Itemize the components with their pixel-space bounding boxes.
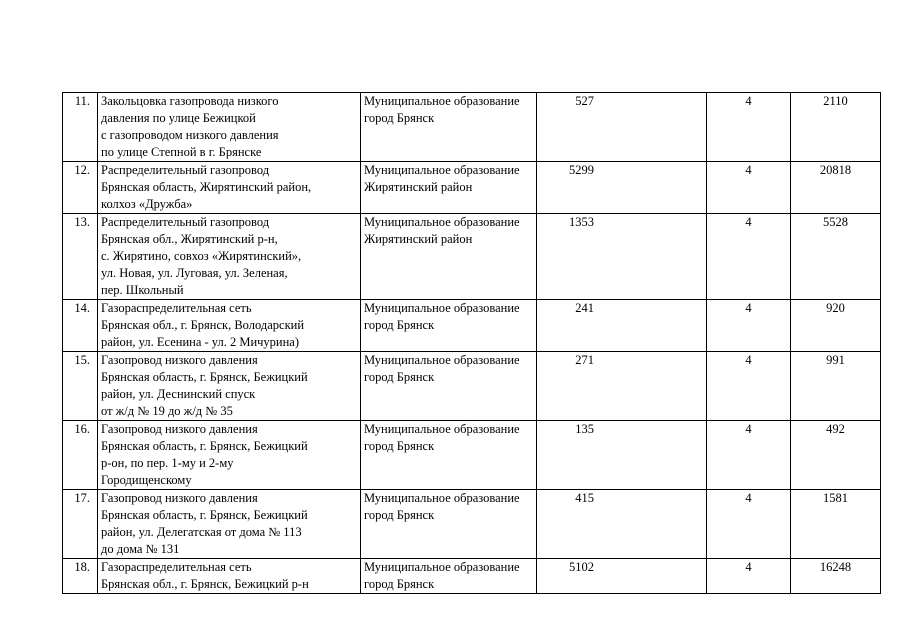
object-description-cell (98, 559, 361, 594)
table-row (63, 93, 881, 162)
description-line: Газопровод низкого давления (101, 491, 258, 505)
owner-cell (361, 300, 537, 352)
owner-cell (361, 352, 537, 421)
table-row (63, 162, 881, 214)
owner-line: Муниципальное образование (364, 491, 520, 505)
owner-line: Жирятинский район (364, 180, 473, 194)
owner-line: город Брянск (364, 577, 435, 591)
description-line: Газопровод низкого давления (101, 353, 258, 367)
owner-line: Муниципальное образование (364, 353, 520, 367)
category-cell: 4 (707, 162, 791, 214)
row-number-cell: 12. (63, 162, 98, 214)
length-cell: 271 (537, 352, 707, 421)
description-line: с. Жирятино, совхоз «Жирятинский», (101, 249, 302, 263)
length-cell: 1353 (537, 214, 707, 300)
owner-line: Жирятинский район (364, 232, 473, 246)
category-cell: 4 (707, 352, 791, 421)
owner-cell (361, 162, 537, 214)
object-description-cell (98, 352, 361, 421)
row-number-cell: 13. (63, 214, 98, 300)
category-cell: 4 (707, 93, 791, 162)
description-line: Городищенскому (101, 473, 192, 487)
table-row (63, 421, 881, 490)
object-description-cell (98, 300, 361, 352)
owner-line: Муниципальное образование (364, 163, 520, 177)
description-line: Распределительный газопровод (101, 215, 270, 229)
category-cell: 4 (707, 300, 791, 352)
amount-cell: 20818 (791, 162, 881, 214)
category-cell: 4 (707, 490, 791, 559)
owner-line: Муниципальное образование (364, 94, 520, 108)
description-line: район, ул. Деснинский спуск (101, 387, 256, 401)
amount-cell: 1581 (791, 490, 881, 559)
category-cell: 4 (707, 559, 791, 594)
row-number-cell: 18. (63, 559, 98, 594)
object-description-cell (98, 490, 361, 559)
object-description-cell (98, 214, 361, 300)
description-line: Газораспределительная сеть (101, 301, 252, 315)
table-row (63, 352, 881, 421)
row-number-cell: 16. (63, 421, 98, 490)
object-description-cell (98, 93, 361, 162)
owner-line: Муниципальное образование (364, 215, 520, 229)
owner-line: город Брянск (364, 508, 435, 522)
amount-cell: 492 (791, 421, 881, 490)
owner-cell (361, 490, 537, 559)
row-number-cell: 11. (63, 93, 98, 162)
object-description-cell (98, 162, 361, 214)
owner-line: Муниципальное образование (364, 422, 520, 436)
description-line: Брянская обл., г. Брянск, Бежицкий р-н (101, 577, 309, 591)
owner-cell (361, 421, 537, 490)
description-line: с газопроводом низкого давления (101, 128, 279, 142)
description-line: р-он, по пер. 1-му и 2-му (101, 456, 234, 470)
table-row (63, 490, 881, 559)
description-line: давления по улице Бежицкой (101, 111, 256, 125)
row-number-cell: 15. (63, 352, 98, 421)
description-line: Брянская область, Жирятинский район, (101, 180, 312, 194)
description-line: район, ул. Делегатская от дома № 113 (101, 525, 302, 539)
owner-line: город Брянск (364, 318, 435, 332)
description-line: Брянская область, г. Брянск, Бежицкий (101, 508, 308, 522)
length-cell: 135 (537, 421, 707, 490)
amount-cell: 920 (791, 300, 881, 352)
row-number-cell: 14. (63, 300, 98, 352)
description-line: колхоз «Дружба» (101, 197, 193, 211)
amount-cell: 2110 (791, 93, 881, 162)
description-line: Брянская обл., г. Брянск, Володарский (101, 318, 305, 332)
owner-line: город Брянск (364, 111, 435, 125)
description-line: Газопровод низкого давления (101, 422, 258, 436)
category-cell: 4 (707, 421, 791, 490)
description-line: Брянская область, г. Брянск, Бежицкий (101, 370, 308, 384)
owner-line: Муниципальное образование (364, 301, 520, 315)
table-body (63, 93, 881, 594)
description-line: Брянская область, г. Брянск, Бежицкий (101, 439, 308, 453)
category-cell: 4 (707, 214, 791, 300)
description-line: ул. Новая, ул. Луговая, ул. Зеленая, (101, 266, 288, 280)
owner-line: город Брянск (364, 439, 435, 453)
length-cell: 241 (537, 300, 707, 352)
description-line: район, ул. Есенина - ул. 2 Мичурина) (101, 335, 300, 349)
amount-cell: 991 (791, 352, 881, 421)
description-line: Закольцовка газопровода низкого (101, 94, 279, 108)
description-line: Брянская обл., Жирятинский р-н, (101, 232, 278, 246)
owner-cell (361, 93, 537, 162)
gas-pipeline-table (62, 92, 881, 594)
description-line: пер. Школьный (101, 283, 184, 297)
table-row (63, 300, 881, 352)
owner-cell (361, 214, 537, 300)
object-description-cell (98, 421, 361, 490)
length-cell: 415 (537, 490, 707, 559)
table-row (63, 559, 881, 594)
description-line: Распределительный газопровод (101, 163, 270, 177)
amount-cell: 5528 (791, 214, 881, 300)
table-row (63, 214, 881, 300)
length-cell: 5102 (537, 559, 707, 594)
owner-cell (361, 559, 537, 594)
length-cell: 527 (537, 93, 707, 162)
description-line: Газораспределительная сеть (101, 560, 252, 574)
owner-line: Муниципальное образование (364, 560, 520, 574)
length-cell: 5299 (537, 162, 707, 214)
description-line: по улице Степной в г. Брянске (101, 145, 262, 159)
description-line: до дома № 131 (101, 542, 180, 556)
amount-cell: 16248 (791, 559, 881, 594)
row-number-cell: 17. (63, 490, 98, 559)
description-line: от ж/д № 19 до ж/д № 35 (101, 404, 233, 418)
owner-line: город Брянск (364, 370, 435, 384)
